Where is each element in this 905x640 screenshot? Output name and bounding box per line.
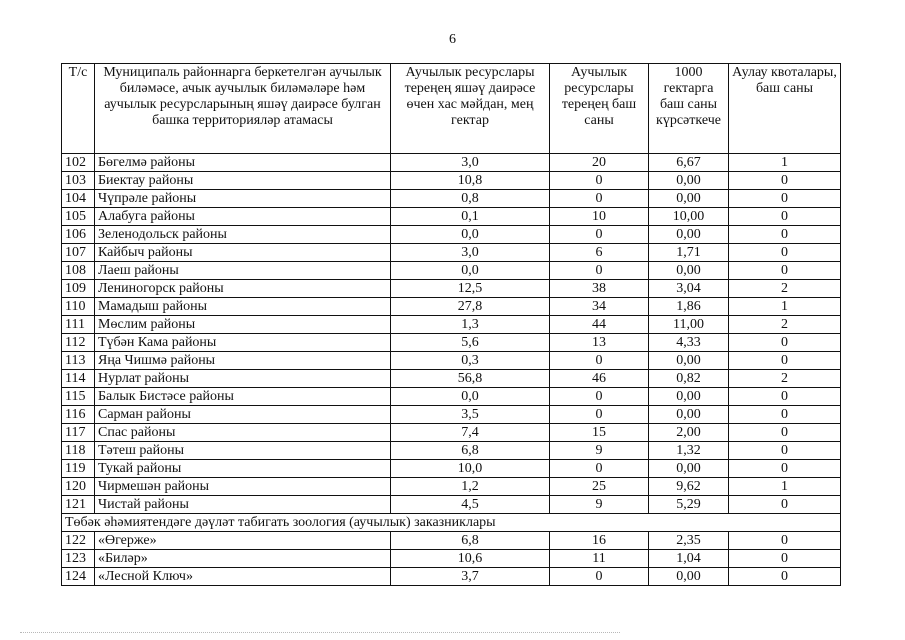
table-row: [62, 190, 841, 208]
table-row: [62, 478, 841, 496]
row-number: 110: [62, 298, 95, 316]
density-value: 0,00: [649, 352, 729, 370]
habitat-area-value: 10,6: [391, 550, 550, 568]
table-row: [62, 244, 841, 262]
territory-name: Зеленодольск районы: [95, 226, 391, 244]
territory-name: Чирмешән районы: [95, 478, 391, 496]
row-number: 109: [62, 280, 95, 298]
quota-value: 0: [729, 190, 841, 208]
row-number: 122: [62, 532, 95, 550]
habitat-area-value: 0,0: [391, 226, 550, 244]
density-value: 0,82: [649, 370, 729, 388]
habitat-area-value: 5,6: [391, 334, 550, 352]
territory-name: Тукай районы: [95, 460, 391, 478]
population-value: 44: [550, 316, 649, 334]
population-value: 46: [550, 370, 649, 388]
section-title: Төбәк әһәмиятендәге дәүләт табигать зоология (аучылык) заказниклары: [62, 514, 841, 532]
habitat-area-value: 3,0: [391, 154, 550, 172]
territory-name: Мөслим районы: [95, 316, 391, 334]
population-value: 11: [550, 550, 649, 568]
density-value: 2,35: [649, 532, 729, 550]
table-row: [62, 460, 841, 478]
habitat-area-value: 56,8: [391, 370, 550, 388]
header-number: Т/с: [62, 64, 95, 154]
population-value: 20: [550, 154, 649, 172]
quota-value: 0: [729, 424, 841, 442]
table-row: [62, 334, 841, 352]
row-number: 120: [62, 478, 95, 496]
territory-name: Лениногорск районы: [95, 280, 391, 298]
table-row: [62, 316, 841, 334]
density-value: 0,00: [649, 406, 729, 424]
population-value: 34: [550, 298, 649, 316]
density-value: 0,00: [649, 226, 729, 244]
territory-name: Бөгелмә районы: [95, 154, 391, 172]
quota-value: 0: [729, 532, 841, 550]
table-row: [62, 550, 841, 568]
table-row: [62, 172, 841, 190]
habitat-area-value: 1,3: [391, 316, 550, 334]
density-value: 1,71: [649, 244, 729, 262]
territory-name: «Лесной Ключ»: [95, 568, 391, 586]
row-number: 103: [62, 172, 95, 190]
density-value: 0,00: [649, 388, 729, 406]
table-row: [62, 262, 841, 280]
habitat-area-value: 12,5: [391, 280, 550, 298]
territory-name: Чүпрәле районы: [95, 190, 391, 208]
habitat-area-value: 0,1: [391, 208, 550, 226]
habitat-area-value: 6,8: [391, 532, 550, 550]
population-value: 0: [550, 568, 649, 586]
density-value: 2,00: [649, 424, 729, 442]
population-value: 15: [550, 424, 649, 442]
quota-value: 1: [729, 154, 841, 172]
scan-artifact-line: [20, 632, 620, 633]
territory-name: Лаеш районы: [95, 262, 391, 280]
table-row: [62, 406, 841, 424]
table-row: [62, 568, 841, 586]
habitat-area-value: 6,8: [391, 442, 550, 460]
quota-value: 0: [729, 496, 841, 514]
density-value: 5,29: [649, 496, 729, 514]
habitat-area-value: 10,8: [391, 172, 550, 190]
population-value: 13: [550, 334, 649, 352]
density-value: 0,00: [649, 172, 729, 190]
territory-name: Түбән Кама районы: [95, 334, 391, 352]
table-row: [62, 208, 841, 226]
header-density: 1000 гектарга баш саны күрсәткече: [649, 64, 729, 154]
quota-value: 0: [729, 334, 841, 352]
row-number: 104: [62, 190, 95, 208]
density-value: 1,04: [649, 550, 729, 568]
table-row: [62, 532, 841, 550]
territory-name: Спас районы: [95, 424, 391, 442]
table-row: [62, 388, 841, 406]
habitat-area-value: 10,0: [391, 460, 550, 478]
header-population: Аучылык ресурслары тереңең баш саны: [550, 64, 649, 154]
quota-value: 0: [729, 442, 841, 460]
population-value: 0: [550, 460, 649, 478]
header-habitat-area: Аучылык ресурслары тереңең яшәү даирәсе өчен хас мәйдан, мең гектар: [391, 64, 550, 154]
territory-name: Тәтеш районы: [95, 442, 391, 460]
habitat-area-value: 0,0: [391, 262, 550, 280]
population-value: 25: [550, 478, 649, 496]
habitat-area-value: 3,7: [391, 568, 550, 586]
density-value: 1,32: [649, 442, 729, 460]
territory-name: Мамадыш районы: [95, 298, 391, 316]
row-number: 108: [62, 262, 95, 280]
quota-value: 2: [729, 316, 841, 334]
quota-value: 0: [729, 388, 841, 406]
territory-name: Чистай районы: [95, 496, 391, 514]
quota-value: 0: [729, 550, 841, 568]
territory-name: Яңа Чишмә районы: [95, 352, 391, 370]
habitat-area-value: 0,8: [391, 190, 550, 208]
habitat-area-value: 7,4: [391, 424, 550, 442]
header-territory-name: Муниципаль районнарга беркетелгән аучылык биләмәсе, ачык аучылык биләмәләре һәм аучылык ресурсларының яшәү даирәсе булган башка территорияләр атамасы: [95, 64, 391, 154]
row-number: 115: [62, 388, 95, 406]
population-value: 0: [550, 172, 649, 190]
row-number: 112: [62, 334, 95, 352]
population-value: 10: [550, 208, 649, 226]
row-number: 106: [62, 226, 95, 244]
row-number: 121: [62, 496, 95, 514]
table-row: [62, 226, 841, 244]
population-value: 0: [550, 352, 649, 370]
quota-value: 0: [729, 226, 841, 244]
row-number: 118: [62, 442, 95, 460]
population-value: 16: [550, 532, 649, 550]
table-row: [62, 442, 841, 460]
row-number: 124: [62, 568, 95, 586]
table-row: [62, 496, 841, 514]
density-value: 6,67: [649, 154, 729, 172]
table-body: [62, 154, 841, 586]
habitat-area-value: 0,3: [391, 352, 550, 370]
territory-name: Балык Бистәсе районы: [95, 388, 391, 406]
quota-value: 0: [729, 568, 841, 586]
row-number: 113: [62, 352, 95, 370]
density-value: 11,00: [649, 316, 729, 334]
density-value: 4,33: [649, 334, 729, 352]
row-number: 105: [62, 208, 95, 226]
section-row: [62, 514, 841, 532]
habitat-area-value: 1,2: [391, 478, 550, 496]
quota-value: 2: [729, 280, 841, 298]
density-value: 1,86: [649, 298, 729, 316]
territory-name: Алабуга районы: [95, 208, 391, 226]
row-number: 119: [62, 460, 95, 478]
quota-value: 1: [729, 298, 841, 316]
territory-name: Кайбыч районы: [95, 244, 391, 262]
quota-value: 0: [729, 460, 841, 478]
population-value: 9: [550, 442, 649, 460]
row-number: 111: [62, 316, 95, 334]
habitat-area-value: 3,5: [391, 406, 550, 424]
table-row: [62, 154, 841, 172]
table-row: [62, 352, 841, 370]
page-number: 6: [449, 32, 456, 47]
territory-name: «Өгерже»: [95, 532, 391, 550]
population-value: 38: [550, 280, 649, 298]
territory-name: Биектау районы: [95, 172, 391, 190]
table-row: [62, 280, 841, 298]
hunting-resources-table: [61, 63, 841, 586]
population-value: 0: [550, 388, 649, 406]
quota-value: 0: [729, 262, 841, 280]
header-quota: Аулау квоталары, баш саны: [729, 64, 841, 154]
population-value: 6: [550, 244, 649, 262]
territory-name: Нурлат районы: [95, 370, 391, 388]
density-value: 9,62: [649, 478, 729, 496]
population-value: 0: [550, 406, 649, 424]
density-value: 10,00: [649, 208, 729, 226]
habitat-area-value: 3,0: [391, 244, 550, 262]
habitat-area-value: 0,0: [391, 388, 550, 406]
table-row: [62, 424, 841, 442]
density-value: 0,00: [649, 262, 729, 280]
table-row: [62, 370, 841, 388]
population-value: 0: [550, 226, 649, 244]
density-value: 3,04: [649, 280, 729, 298]
table-header-row: [62, 64, 841, 154]
density-value: 0,00: [649, 460, 729, 478]
quota-value: 0: [729, 244, 841, 262]
population-value: 0: [550, 262, 649, 280]
row-number: 117: [62, 424, 95, 442]
quota-value: 0: [729, 208, 841, 226]
territory-name: Сарман районы: [95, 406, 391, 424]
territory-name: «Биләр»: [95, 550, 391, 568]
quota-value: 0: [729, 406, 841, 424]
row-number: 114: [62, 370, 95, 388]
density-value: 0,00: [649, 568, 729, 586]
quota-value: 1: [729, 478, 841, 496]
quota-value: 0: [729, 172, 841, 190]
habitat-area-value: 4,5: [391, 496, 550, 514]
habitat-area-value: 27,8: [391, 298, 550, 316]
population-value: 0: [550, 190, 649, 208]
quota-value: 2: [729, 370, 841, 388]
density-value: 0,00: [649, 190, 729, 208]
row-number: 116: [62, 406, 95, 424]
table-row: [62, 298, 841, 316]
row-number: 107: [62, 244, 95, 262]
quota-value: 0: [729, 352, 841, 370]
population-value: 9: [550, 496, 649, 514]
row-number: 123: [62, 550, 95, 568]
row-number: 102: [62, 154, 95, 172]
